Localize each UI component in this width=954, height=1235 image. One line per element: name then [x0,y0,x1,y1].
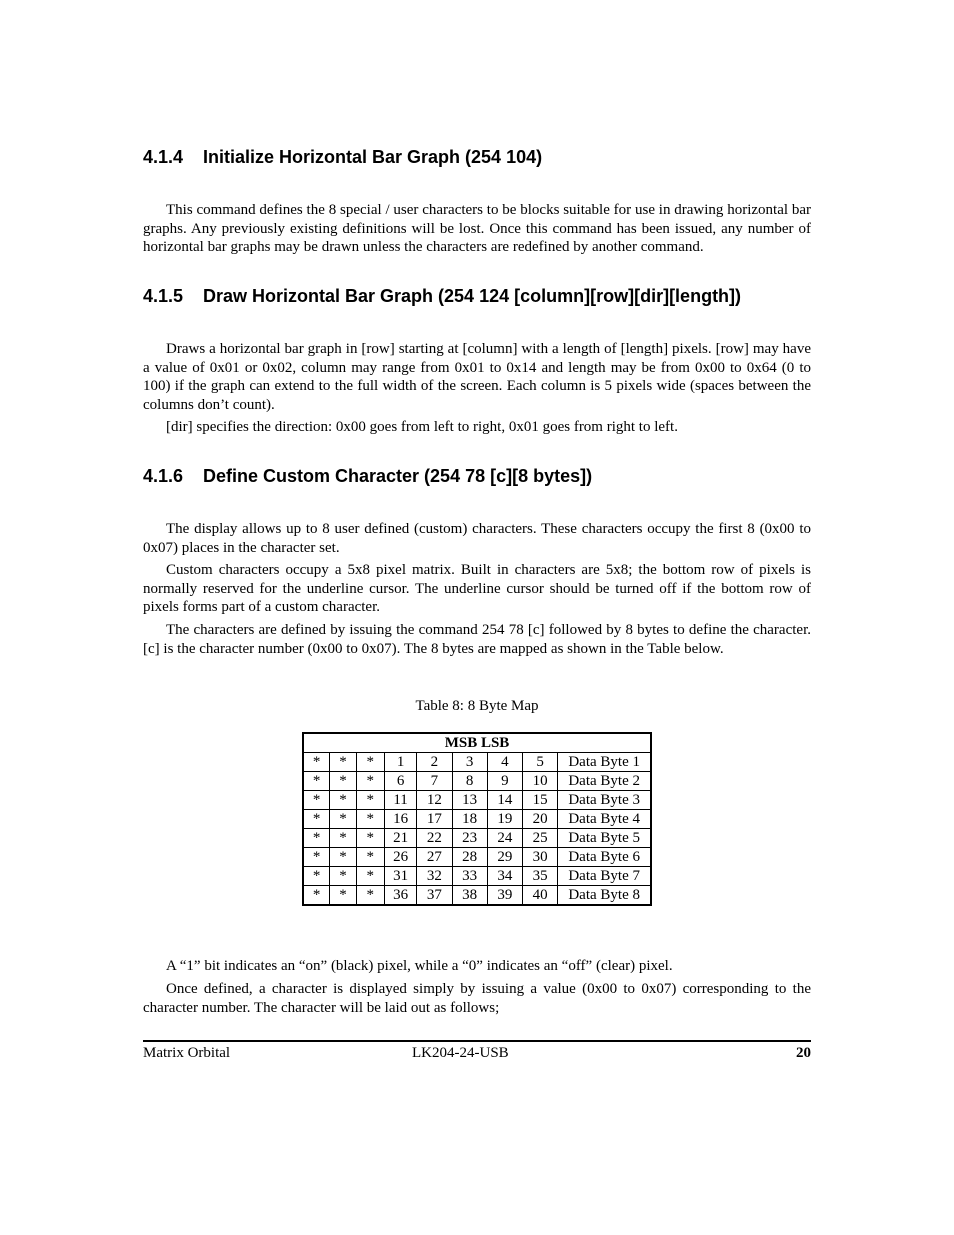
unused-bit-cell: * [356,867,384,886]
table-caption: Table 8: 8 Byte Map [415,698,539,714]
unused-bit-cell: * [356,772,384,791]
pixel-bit-cell: 30 [523,848,558,867]
pixel-bit-cell: 18 [452,810,487,829]
data-byte-label: Data Byte 3 [558,791,651,810]
pixel-bit-cell: 12 [417,791,452,810]
pixel-bit-cell: 26 [384,848,416,867]
section-number: 4.1.4 [143,147,184,167]
pixel-bit-cell: 19 [487,810,522,829]
data-byte-label: Data Byte 8 [558,886,651,906]
data-byte-label: Data Byte 2 [558,772,651,791]
unused-bit-cell: * [356,791,384,810]
table-body [303,753,651,906]
paragraph: Draws a horizontal bar graph in [row] starting at [column] with a length of [length] pixels. [row] may have a value of 0x01 or 0x02, column may range from 0x01 to 0x14 and length may be from 0x00 to 0x64 (0 to 100) if the graph can extend to the full width of the screen. Each column is 5 pixels wide (spaces between the columns don’t count). [143,341,811,414]
unused-bit-cell: * [330,848,356,867]
byte-map-table [302,732,652,906]
data-byte-label: Data Byte 4 [558,810,651,829]
section-number: 4.1.6 [143,466,184,486]
footer-left: Matrix Orbital [143,1045,231,1061]
pixel-bit-cell: 21 [384,829,416,848]
table-row [303,829,651,848]
table-header-row [303,733,651,753]
unused-bit-cell: * [303,867,330,886]
section-number: 4.1.5 [143,286,184,306]
section-heading-4-1-4 [143,147,542,168]
section-title: Initialize Horizontal Bar Graph (254 104) [203,147,543,167]
paragraph: A “1” bit indicates an “on” (black) pixel, while a “0” indicates an “off” (clear) pixel. [166,958,673,974]
unused-bit-cell: * [303,848,330,867]
pixel-bit-cell: 20 [523,810,558,829]
unused-bit-cell: * [303,772,330,791]
pixel-bit-cell: 14 [487,791,522,810]
footer-divider [143,1040,811,1042]
pixel-bit-cell: 10 [523,772,558,791]
pixel-bit-cell: 33 [452,867,487,886]
pixel-bit-cell: 1 [384,753,416,772]
unused-bit-cell: * [303,791,330,810]
page-number: 20 [796,1045,811,1061]
pixel-bit-cell: 16 [384,810,416,829]
pixel-bit-cell: 32 [417,867,452,886]
pixel-bit-cell: 35 [523,867,558,886]
pixel-bit-cell: 8 [452,772,487,791]
section-title: Define Custom Character (254 78 [c][8 bytes]) [203,466,593,486]
table-row [303,772,651,791]
data-byte-label: Data Byte 6 [558,848,651,867]
pixel-bit-cell: 22 [417,829,452,848]
pixel-bit-cell: 39 [487,886,522,906]
unused-bit-cell: * [330,867,356,886]
footer-center: LK204-24-USB [412,1045,509,1061]
pixel-bit-cell: 40 [523,886,558,906]
unused-bit-cell: * [330,791,356,810]
pixel-bit-cell: 7 [417,772,452,791]
paragraph: The characters are defined by issuing the command 254 78 [c] followed by 8 bytes to define the character. [c] is the character number (0x00 to 0x07). The 8 bytes are mapped as shown in the Table below. [143,622,811,657]
paragraph: [dir] specifies the direction: 0x00 goes from left to right, 0x01 goes from right to left. [166,419,678,435]
unused-bit-cell: * [303,810,330,829]
table-row [303,867,651,886]
pixel-bit-cell: 37 [417,886,452,906]
section-heading-4-1-6 [143,466,592,487]
table-row [303,886,651,906]
pixel-bit-cell: 5 [523,753,558,772]
table-row [303,848,651,867]
pixel-bit-cell: 23 [452,829,487,848]
table-row [303,810,651,829]
paragraph: This command defines the 8 special / user characters to be blocks suitable for use in drawing horizontal bar graphs. Any previously existing definitions will be lost. Once this command has been issued, any number of horizontal bar graphs may be drawn unless the characters are redefined by another command. [143,202,811,256]
unused-bit-cell: * [356,810,384,829]
section-heading-4-1-5 [143,286,741,307]
paragraph: The display allows up to 8 user defined (custom) characters. These characters occupy the first 8 (0x00 to 0x07) places in the character set. [143,521,811,556]
pixel-bit-cell: 6 [384,772,416,791]
data-byte-label: Data Byte 1 [558,753,651,772]
unused-bit-cell: * [303,829,330,848]
unused-bit-cell: * [330,810,356,829]
section-title: Draw Horizontal Bar Graph (254 124 [column][row][dir][length]) [203,286,742,306]
pixel-bit-cell: 4 [487,753,522,772]
pixel-bit-cell: 27 [417,848,452,867]
pixel-bit-cell: 15 [523,791,558,810]
unused-bit-cell: * [330,886,356,906]
table-row [303,753,651,772]
unused-bit-cell: * [356,829,384,848]
pixel-bit-cell: 25 [523,829,558,848]
data-byte-label: Data Byte 5 [558,829,651,848]
unused-bit-cell: * [303,886,330,906]
unused-bit-cell: * [330,829,356,848]
pixel-bit-cell: 2 [417,753,452,772]
pixel-bit-cell: 11 [384,791,416,810]
paragraph: Custom characters occupy a 5x8 pixel matrix. Built in characters are 5x8; the bottom row of pixels is normally reserved for the underline cursor. The underline cursor should be turned off if the bottom row of pixels forms part of a custom character. [143,562,811,616]
unused-bit-cell: * [330,772,356,791]
pixel-bit-cell: 36 [384,886,416,906]
data-byte-label: Data Byte 7 [558,867,651,886]
unused-bit-cell: * [330,753,356,772]
pixel-bit-cell: 9 [487,772,522,791]
paragraph: Once defined, a character is displayed simply by issuing a value (0x00 to 0x07) corresponding to the character number. The character will be laid out as follows; [143,981,811,1016]
pixel-bit-cell: 29 [487,848,522,867]
unused-bit-cell: * [356,753,384,772]
table-header: MSB LSB [303,733,651,753]
pixel-bit-cell: 3 [452,753,487,772]
pixel-bit-cell: 13 [452,791,487,810]
pixel-bit-cell: 28 [452,848,487,867]
pixel-bit-cell: 31 [384,867,416,886]
pixel-bit-cell: 24 [487,829,522,848]
unused-bit-cell: * [356,886,384,906]
unused-bit-cell: * [356,848,384,867]
pixel-bit-cell: 38 [452,886,487,906]
pixel-bit-cell: 34 [487,867,522,886]
table-row [303,791,651,810]
pixel-bit-cell: 17 [417,810,452,829]
unused-bit-cell: * [303,753,330,772]
